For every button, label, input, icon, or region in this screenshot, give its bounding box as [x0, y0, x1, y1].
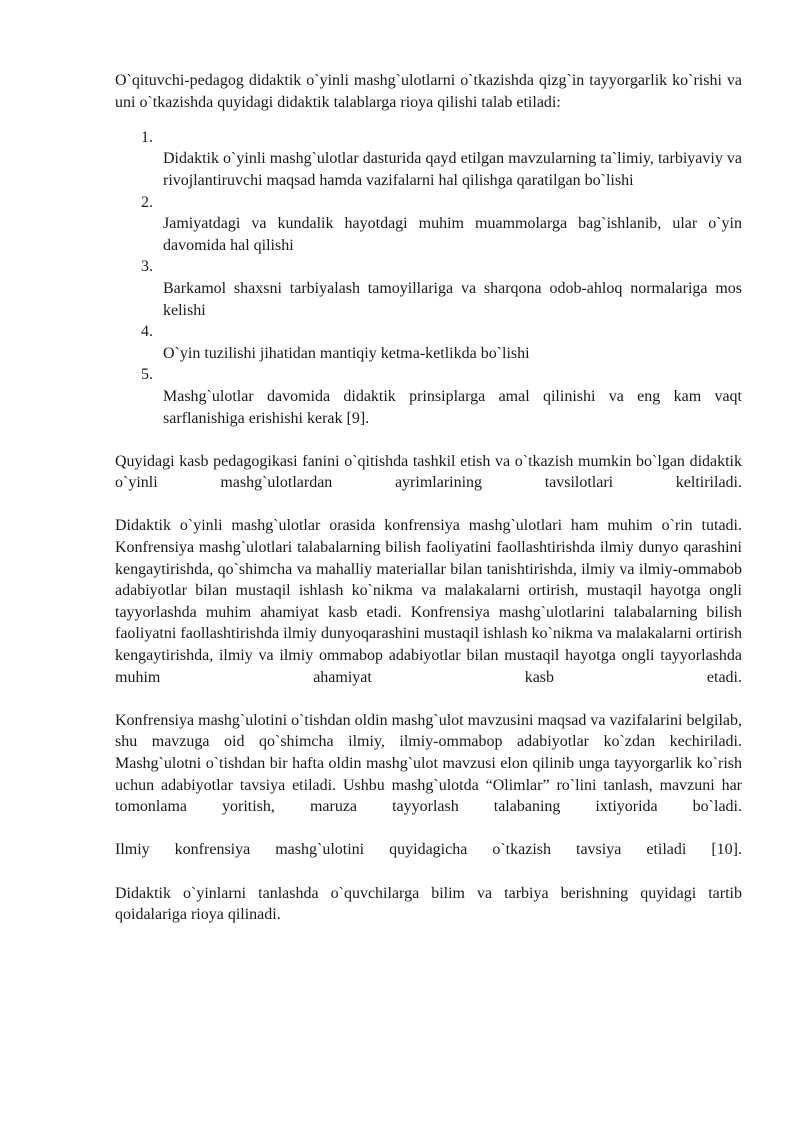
- list-item: [115, 256, 742, 321]
- list-item-number: 3.: [141, 258, 153, 276]
- requirements-list: [115, 127, 742, 429]
- list-item-text: Barkamol shaxsni tarbiyalash tamoyillariga va sharqona odob-ahloq normalariga mos kelishi: [163, 279, 742, 319]
- body-paragraph: Ilmiy konfrensiya mashg`ulotini quyidagicha o`tkazish tavsiya etiladi [10].: [115, 841, 742, 859]
- document-page: [115, 70, 742, 947]
- spacer: [115, 429, 742, 451]
- list-item-number: 2.: [141, 193, 153, 211]
- body-paragraph: Didaktik o`yinli mashg`ulotlar orasida konfrensiya mashg`ulotlari ham muhim o`rin tutadi. Konfrensiya mashg`ulotlari talabalarning bilish faoliyatini faollashtirishda ilmiy dunyo qarashini kengaytirishda, qo`shimcha va mahalliy materiallar bilan tanishtirishda, ilmiy va ilmiy-ommabob adabiyotlar bilan mustaqil ishlash ko`nikma va malakalarni ortirish, mustaqil hayotga ongli tayyorlashda muhim ahamiyat kasb etadi. Konfrensiya mashg`ulotlarini talabalarning bilish faoliyatni faollashtirishda ilmiy dunyoqarashini mustaqil ishlash ko`nikma va malakalarni ortirish kengaytirishda, ilmiy va ilmiy ommabop adabiyotlar bilan mustaqil hayotga ongli tayyorlashda muhim ahamiyat kasb etadi.: [115, 517, 742, 686]
- list-item-number: 4.: [141, 323, 153, 341]
- list-item-text: Didaktik o`yinli mashg`ulotlar dasturida qayd etilgan mavzularning ta`limiy, tarbiyaviy va rivojlantiruvchi maqsad hamda vazifalarni hal qilishga qaratilgan bo`lishi: [163, 150, 742, 189]
- list-item-text: O`yin tuzilishi jihatidan mantiqiy ketma-ketlikda bo`lishi: [163, 344, 530, 362]
- list-item: [115, 127, 742, 192]
- body-paragraph: Konfrensiya mashg`ulotini o`tishdan oldin mashg`ulot mavzusini maqsad va vazifalarini belgilab, shu mavzuga oid qo`shimcha ilmiy, ilmiy-ommabop adabiyotlar ko`zdan kechiriladi. Mashg`ulotni o`tishdan bir hafta oldin mashg`ulot mavzusi elon qilinib unga tayyorgarlik ko`rish uchun adabiyotlar tavsiya etiladi. Ushbu mashg`ulotda “Olimlar” ro`lini tanlash, mavzuni har tomonlama yoritish, maruza tayyorlash talabaning ixtiyorida bo`ladi.: [115, 711, 742, 816]
- list-item: [115, 321, 742, 364]
- list-item-number: 1.: [141, 128, 153, 146]
- list-item: [115, 364, 742, 429]
- list-item-text: Jamiyatdagi va kundalik hayotdagi muhim muammolarga bag`ishlanib, ular o`yin davomida hal qilishi: [163, 215, 742, 254]
- list-item-text: Mashg`ulotlar davomida didaktik prinsiplarga amal qilinishi va eng kam vaqt sarflanishiga erishishi kerak [9].: [163, 387, 742, 427]
- body-paragraph: Didaktik o`yinlarni tanlashda o`quvchilarga bilim va tarbiya berishning quyidagi tartib qoidalariga rioya qilinadi.: [115, 884, 742, 924]
- list-item-number: 5.: [141, 366, 153, 384]
- intro-paragraph: O`qituvchi-pedagog didaktik o`yinli mashg`ulotlarni o`tkazishda qizg`in tayyorgarlik ko`rishi va uni o`tkazishda quyidagi didaktik talablarga rioya qilishi talab etiladi:: [115, 72, 742, 111]
- list-item: [115, 192, 742, 257]
- body-paragraph: Quyidagi kasb pedagogikasi fanini o`qitishda tashkil etish va o`tkazish mumkin bo`lgan didaktik o`yinli mashg`ulotlardan ayrimlarining tavsilotlari keltiriladi.: [115, 452, 742, 492]
